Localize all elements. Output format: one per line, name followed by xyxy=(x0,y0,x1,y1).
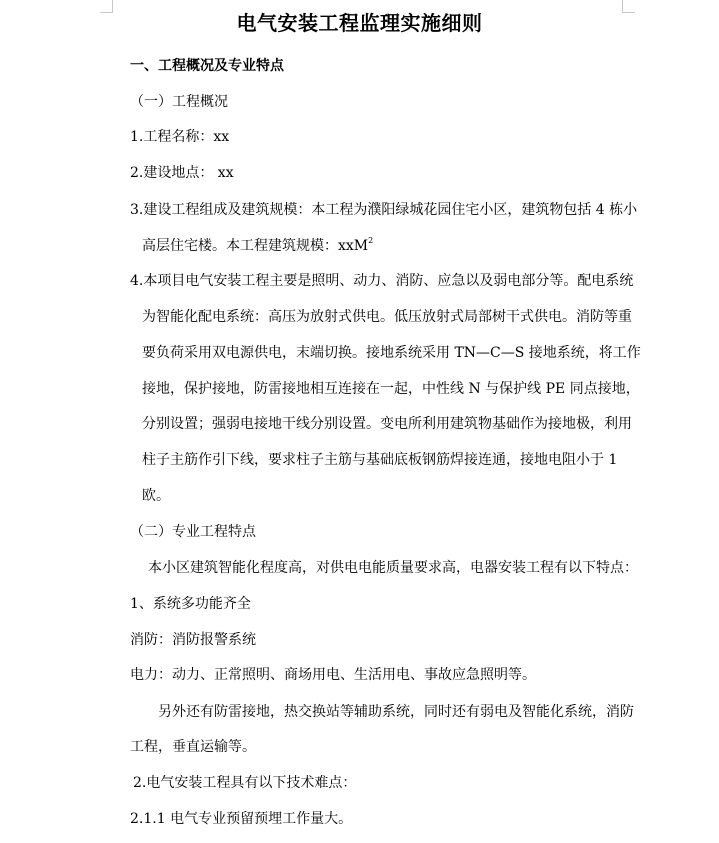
scale-text: 高层住宅楼。本工程建筑规模：xxM xyxy=(142,238,369,254)
paragraph-features: 本小区建筑智能化程度高，对供电电能质量要求高，电器安装工程有以下特点： xyxy=(148,560,638,576)
item-composition-line-2 xyxy=(142,236,373,256)
scale-superscript: 2 xyxy=(368,236,374,245)
item-location: 2.建设地点： xx xyxy=(130,165,234,181)
fire-line: 消防：消防报警系统 xyxy=(130,632,256,648)
item4-line-6: 柱子主筋作引下线，要求柱子主筋与基础底板钢筋焊接连通，接地电阻小于 1 xyxy=(142,452,618,468)
point-1: 1、系统多功能齐全 xyxy=(130,596,251,612)
item4-line-4: 接地，保护接地，防雷接地相互连接在一起，中性线 N 与保护线 PE 同点接地， xyxy=(142,381,640,397)
item4-line-7: 欧。 xyxy=(142,488,170,504)
point-2-1-1: 2.1.1 电气专业预留预埋工作量大。 xyxy=(130,811,353,827)
item-project-name: 1.工程名称：xx xyxy=(130,129,230,145)
section-heading-1: 一、工程概况及专业特点 xyxy=(130,58,284,74)
subsection-heading-2: （二）专业工程特点 xyxy=(130,524,256,540)
item4-line-3: 要负荷采用双电源供电，末端切换。接地系统采用 TN—C—S 接地系统，将工作 xyxy=(142,345,641,361)
subsection-heading-1: （一）工程概况 xyxy=(130,94,228,110)
paragraph-other-line-2: 工程，垂直运输等。 xyxy=(130,739,256,755)
item4-line-5: 分别设置；强弱电接地干线分别设置。变电所利用建筑物基础作为接地极，利用 xyxy=(142,416,632,432)
paragraph-other-line-1: 另外还有防雷接地，热交换站等辅助系统，同时还有弱电及智能化系统，消防 xyxy=(158,704,634,720)
power-line: 电力：动力、正常照明、商场用电、生活用电、事故应急照明等。 xyxy=(130,667,536,683)
item4-line-2: 为智能化配电系统：高压为放射式供电。低压放射式局部树干式供电。消防等重 xyxy=(142,309,632,325)
document-title: 电气安装工程监理实施细则 xyxy=(236,11,483,35)
item4-line-1: 4.本项目电气安装工程主要是照明、动力、消防、应急以及弱电部分等。配电系统 xyxy=(130,273,634,289)
point-2: 2.电气安装工程具有以下技术难点： xyxy=(133,775,357,791)
item-composition-line-1: 3.建设工程组成及建筑规模：本工程为濮阳绿城花园住宅小区，建筑物包括 4 栋小 xyxy=(130,202,638,218)
